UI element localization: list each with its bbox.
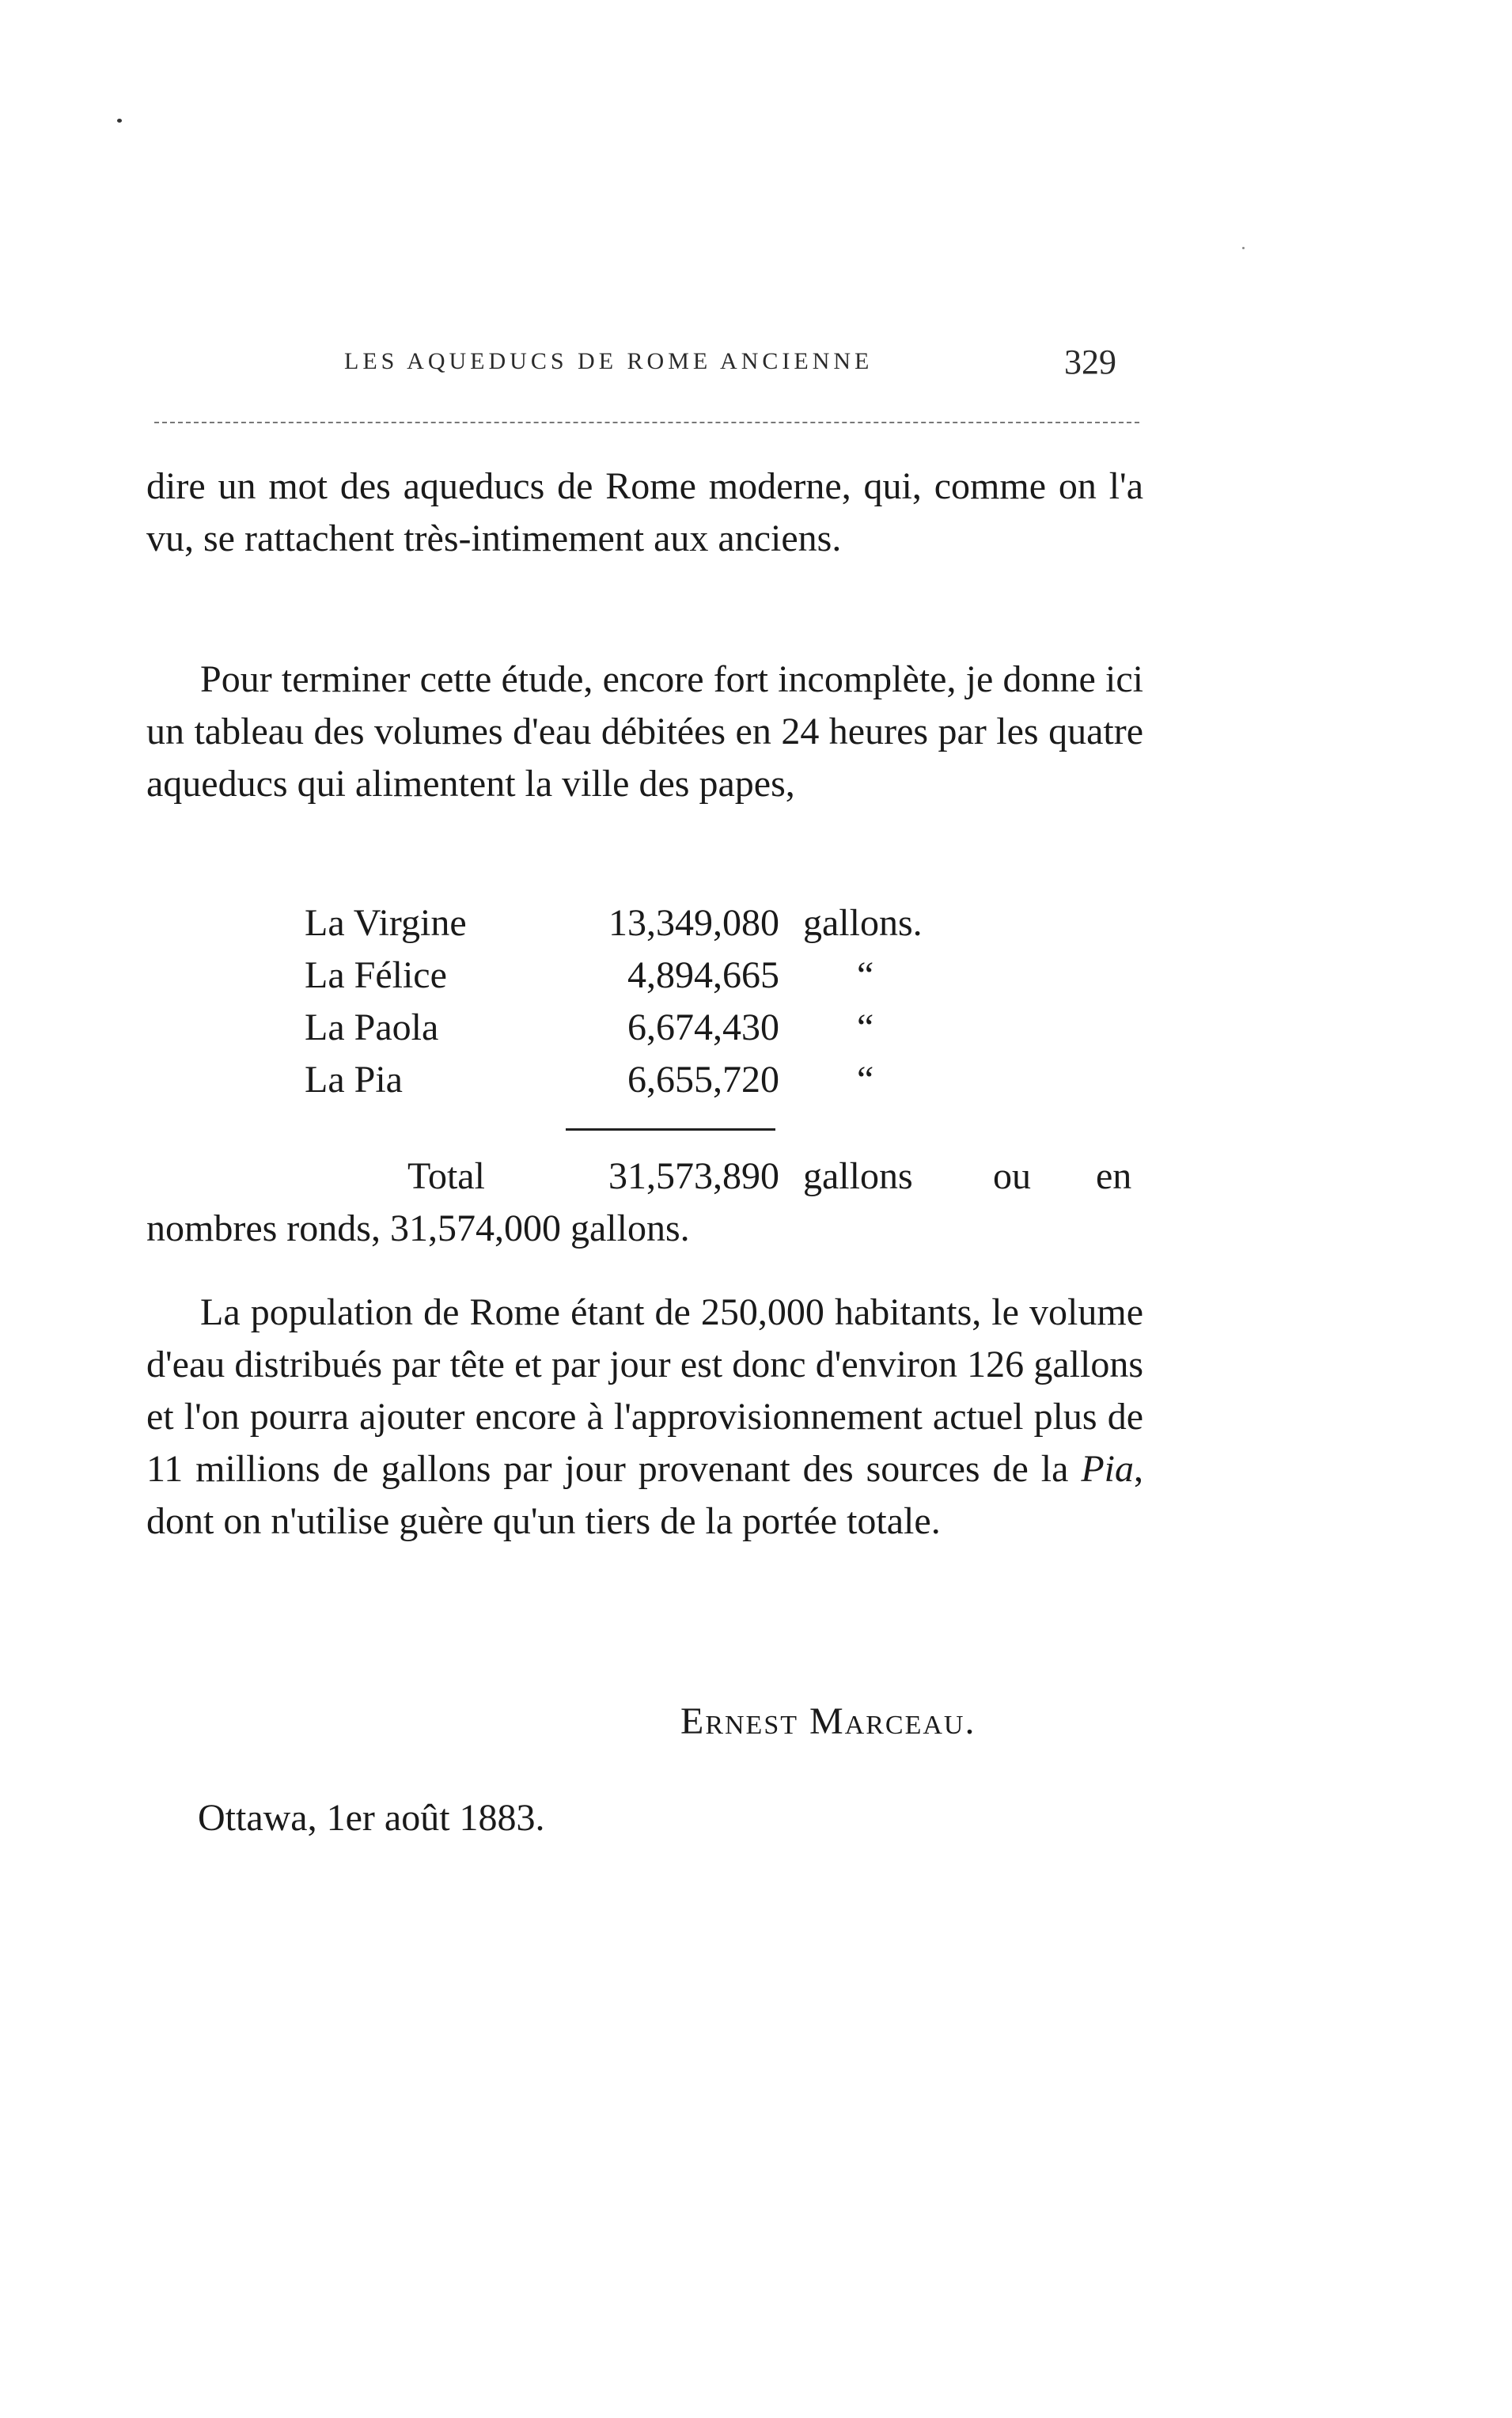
dateline: Ottawa, 1er août 1883.	[198, 1797, 545, 1839]
aqueduct-volume: 6,655,720	[627, 1059, 779, 1101]
running-title: LES AQUEDUCS DE ROME ANCIENNE	[344, 348, 873, 374]
total-ou: ou	[993, 1155, 1031, 1197]
aqueduct-volume: 6,674,430	[627, 1006, 779, 1048]
total-line	[146, 1150, 1143, 1203]
paragraph-3-text	[146, 1287, 1143, 1548]
ink-speck	[117, 119, 122, 123]
total-unit: gallons	[803, 1155, 913, 1197]
paragraph-2-text: Pour terminer cette étude, encore fort incomplète, je donne ici un tableau des volumes d'eau débitées en 24 heures par les quatre aqueducs qui alimentent la ville des papes,	[146, 658, 1143, 805]
aqueduct-name: La Virgine	[305, 902, 467, 944]
page-number: 329	[1064, 343, 1116, 381]
aqueduct-volume: 4,894,665	[627, 954, 779, 996]
paragraph-1-text: dire un mot des aqueducs de Rome moderne, qui, comme on l'a vu, se rattachent très-intimement aux anciens.	[146, 465, 1143, 559]
paragraph-3-italic: Pia	[1081, 1448, 1134, 1490]
header-rule	[154, 422, 1139, 423]
paragraph-3-part-1: La population de Rome étant de 250,000 habitants, le volume d'eau distribués par tête et par jour est donc d'environ 126 gallons et l'on pourra ajouter encore à l'approvisionnement actuel plus de 11 millions de gallons par jour provenant des sources de la	[146, 1291, 1143, 1490]
ink-speck	[1242, 247, 1245, 249]
paragraph-3-part-2: , dont on n'utilise guère qu'un tiers de la portée totale.	[146, 1448, 1143, 1542]
ditto-mark: “	[857, 954, 874, 996]
aqueduct-volume: 13,349,080	[608, 902, 779, 944]
sum-rule	[566, 1128, 775, 1131]
aqueduct-name: La Pia	[305, 1059, 403, 1101]
aqueduct-name: La Félice	[305, 954, 447, 996]
paragraph-1	[146, 460, 1143, 565]
round-number-line: nombres ronds, 31,574,000 gallons.	[146, 1207, 690, 1249]
ditto-mark: “	[857, 1006, 874, 1048]
total-block	[146, 1150, 1143, 1255]
aqueduct-name: La Paola	[305, 1006, 439, 1048]
running-head	[344, 342, 1135, 389]
total-label: Total	[407, 1155, 485, 1197]
ditto-mark: “	[857, 1059, 874, 1101]
total-value: 31,573,890	[608, 1155, 779, 1197]
volume-unit: gallons.	[803, 902, 923, 944]
total-en: en	[1096, 1155, 1132, 1197]
paragraph-3	[146, 1287, 1143, 1548]
paragraph-2	[146, 654, 1143, 810]
author-signature: Ernest Marceau.	[680, 1700, 976, 1742]
